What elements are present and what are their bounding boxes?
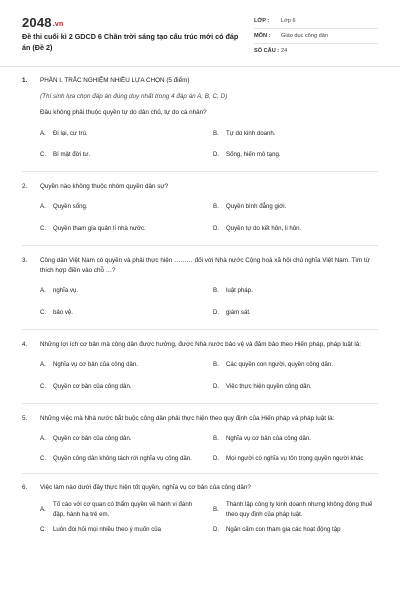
option-text: Sống, hiến mô tạng. xyxy=(226,150,281,158)
option-letter: A. xyxy=(40,505,46,513)
option-letter: A. xyxy=(40,287,46,294)
section-heading: PHẦN I. TRẮC NGHIỆM NHIỀU LỰA CHỌN (5 điểm) xyxy=(40,77,190,84)
option-b[interactable] xyxy=(213,434,378,444)
option-text: Quyền cơ bản của công dân. xyxy=(53,435,132,442)
option-text: Mọi người có nghĩa vụ tôn trọng quyền người khác xyxy=(226,454,364,462)
header-divider xyxy=(0,66,400,67)
question-stem: Quyền nào không thuộc nhóm quyền dân sự? xyxy=(40,183,169,190)
question-number: 1. xyxy=(22,77,28,84)
question-list xyxy=(0,76,400,535)
option-d[interactable] xyxy=(213,525,378,535)
question-6 xyxy=(22,483,378,535)
option-text: Quyền cơ bản của công dân. xyxy=(53,382,132,390)
question-number: 2. xyxy=(22,183,28,190)
option-letter: D. xyxy=(213,308,220,316)
option-text: giám sát. xyxy=(226,308,251,316)
meta-label: SỐ CÂU : xyxy=(254,48,280,54)
option-text: Ngăn cấm con tham gia các hoạt động tập xyxy=(226,526,341,533)
question-divider xyxy=(22,245,378,246)
option-letter: A. xyxy=(40,130,46,137)
question-4 xyxy=(22,340,378,391)
option-text: nghĩa vụ. xyxy=(53,287,79,294)
document-header xyxy=(0,0,400,66)
question-3 xyxy=(22,256,378,317)
option-a[interactable] xyxy=(40,129,205,139)
option-text: Tự do kinh doanh. xyxy=(226,130,276,137)
option-letter: A. xyxy=(40,361,46,368)
option-c[interactable] xyxy=(40,308,205,318)
option-c[interactable] xyxy=(40,382,205,392)
option-text: Quyền tham gia quản lí nhà nước. xyxy=(53,224,146,232)
question-5 xyxy=(22,414,378,463)
question-divider xyxy=(22,473,378,474)
question-divider xyxy=(22,403,378,404)
meta-row-grade xyxy=(254,14,378,29)
logo-domain: .vn xyxy=(52,21,64,28)
option-letter: D. xyxy=(213,150,220,158)
question-2 xyxy=(22,182,378,233)
option-letter: B. xyxy=(213,203,219,210)
meta-label: MÔN : xyxy=(254,33,271,39)
option-text: Quyền công dân không tách rời nghĩa vụ công dân. xyxy=(53,454,192,462)
option-d[interactable] xyxy=(213,150,378,160)
option-letter: B. xyxy=(213,505,219,513)
option-b[interactable] xyxy=(213,500,378,519)
question-number: 5. xyxy=(22,415,28,422)
option-letter: D. xyxy=(213,224,220,232)
option-text: Tố cáo với cơ quan có thẩm quyền về hành vi đánh đập, hành hạ trẻ em. xyxy=(53,501,193,518)
option-text: bảo vệ. xyxy=(53,308,73,316)
option-letter: C. xyxy=(40,224,47,232)
site-logo[interactable] xyxy=(22,15,63,30)
option-c[interactable] xyxy=(40,224,205,234)
option-a[interactable] xyxy=(40,286,205,296)
question-stem: Những lợi ích cơ bản mà công dân được hưởng, được Nhà nước bảo vệ và đảm bảo theo Hiến pháp, pháp luật là: xyxy=(40,341,361,348)
question-stem: Công dân Việt Nam có quyền và phải thực hiện ……… đối với Nhà nước Cộng hoà xã hội chủ nghĩa Việt Nam. Tìm từ thích hợp điền vào chỗ …? xyxy=(40,257,370,274)
meta-info-box xyxy=(254,14,378,58)
option-b[interactable] xyxy=(213,286,378,296)
option-b[interactable] xyxy=(213,129,378,139)
option-letter: C. xyxy=(40,308,47,316)
option-text: Đi lại, cư trú. xyxy=(53,130,88,137)
question-number: 3. xyxy=(22,257,28,264)
option-a[interactable] xyxy=(40,202,205,212)
meta-row-subject xyxy=(254,29,378,44)
meta-label: LỚP : xyxy=(254,18,270,24)
option-a[interactable] xyxy=(40,434,205,444)
option-d[interactable] xyxy=(213,224,378,234)
question-stem: Những việc mà Nhà nước bắt buộc công dân phải thực hiện theo quy định của Hiến pháp và pháp luật là: xyxy=(40,415,335,422)
option-a[interactable] xyxy=(40,360,205,370)
option-c[interactable] xyxy=(40,150,205,160)
meta-value: Lớp 6 xyxy=(281,18,296,24)
option-d[interactable] xyxy=(213,454,378,464)
option-text: Quyền sống. xyxy=(53,203,88,210)
option-text: luật pháp. xyxy=(226,287,253,294)
logo-number: 2048 xyxy=(22,15,52,30)
option-letter: B. xyxy=(213,130,219,137)
option-letter: C. xyxy=(40,454,47,462)
option-text: Việc thực hiện quyền công dân. xyxy=(226,382,312,390)
option-letter: B. xyxy=(213,435,219,442)
meta-row-question-count xyxy=(254,44,378,58)
question-1 xyxy=(22,76,378,159)
meta-value: 24 xyxy=(281,48,288,54)
option-letter: D. xyxy=(213,526,220,533)
option-c[interactable] xyxy=(40,525,205,535)
option-a[interactable] xyxy=(40,500,205,519)
option-text: Các quyền con người, quyền công dân. xyxy=(226,361,334,368)
question-number: 4. xyxy=(22,341,28,348)
instruction-note: (Thí sinh lựa chọn đáp án đúng duy nhất trong 4 đáp án A, B, C, D) xyxy=(40,93,228,100)
question-stem: Việc làm nào dưới đây thực hiện tốt quyền, nghĩa vụ cơ bản của công dân? xyxy=(40,484,251,491)
question-divider xyxy=(22,329,378,330)
option-text: Nghĩa vụ cơ bản của công dân. xyxy=(226,435,311,442)
question-number: 6. xyxy=(22,484,28,491)
option-text: Quyền tự do kết hôn, li hôn. xyxy=(226,224,302,232)
question-divider xyxy=(22,171,378,172)
option-letter: B. xyxy=(213,287,219,294)
option-text: Thành lập công ty kinh doanh nhưng không đóng thuế theo quy định của pháp luật. xyxy=(226,501,373,518)
question-stem: Đâu không phải thuộc quyền tự do dân chủ, tự do cá nhân? xyxy=(40,109,207,116)
option-letter: B. xyxy=(213,361,219,368)
option-d[interactable] xyxy=(213,382,378,392)
option-b[interactable] xyxy=(213,360,378,370)
option-b[interactable] xyxy=(213,202,378,212)
option-text: Quyền bình đẳng giới. xyxy=(226,203,287,210)
option-letter: A. xyxy=(40,435,46,442)
option-text: Luôn đòi hỏi mọi nhiều theo ý muốn của xyxy=(53,526,162,533)
option-text: Bí mật đời tư. xyxy=(53,150,91,158)
option-letter: A. xyxy=(40,203,46,210)
option-text: Nghĩa vụ cơ bản của công dân. xyxy=(53,361,138,368)
option-d[interactable] xyxy=(213,308,378,318)
option-letter: C. xyxy=(40,150,47,158)
option-letter: D. xyxy=(213,454,220,462)
document-title: Đề thi cuối kì 2 GDCD 6 Chân trời sáng tạo cấu trúc mới có đáp án (Đề 2) xyxy=(22,32,239,52)
meta-value: Giáo dục công dân xyxy=(281,33,328,39)
option-letter: D. xyxy=(213,382,220,390)
option-letter: C. xyxy=(40,526,47,533)
option-c[interactable] xyxy=(40,454,205,464)
option-letter: C. xyxy=(40,382,47,390)
